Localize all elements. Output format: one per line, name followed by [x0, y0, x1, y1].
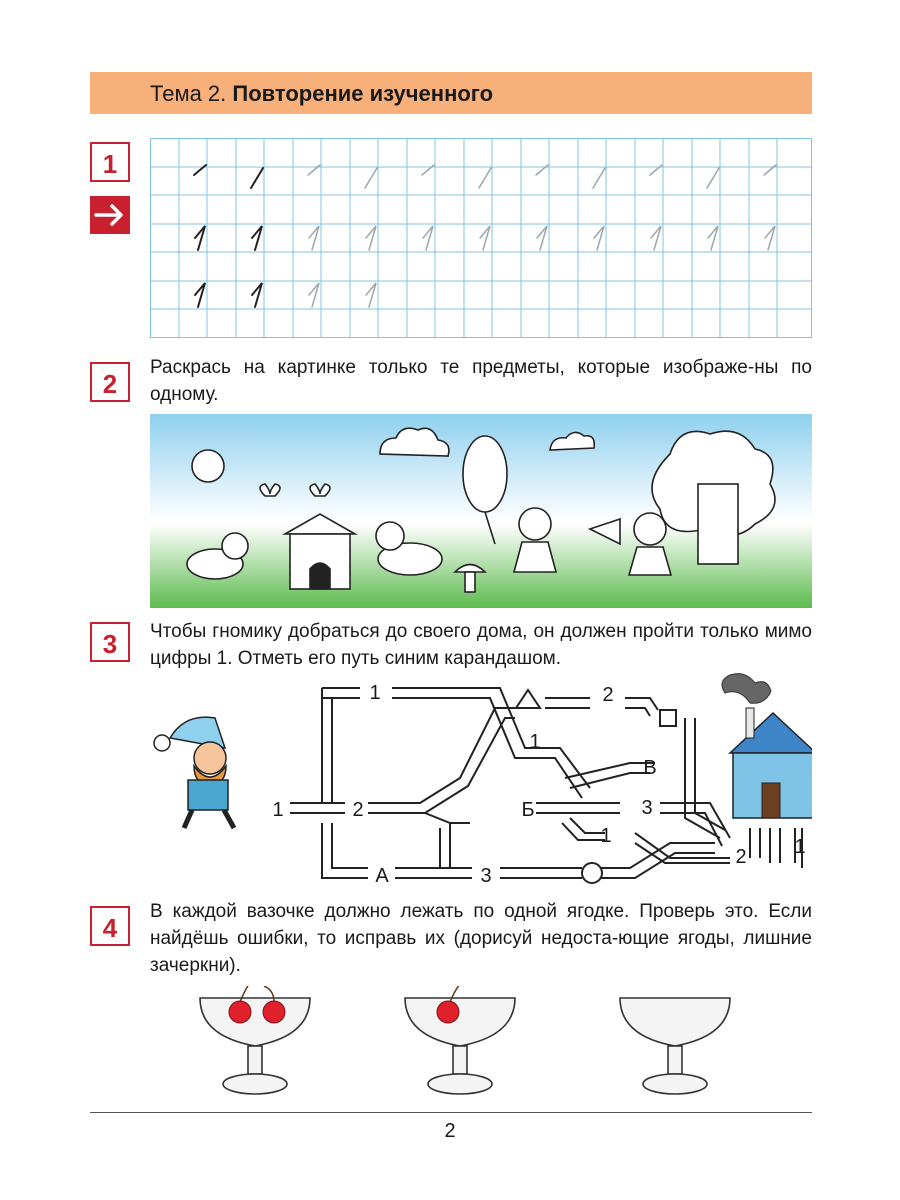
- footer-divider: [90, 1112, 812, 1113]
- maze-label-3-bottom: 3: [480, 865, 492, 887]
- maze-label-lower-1: 1: [600, 825, 612, 847]
- sun-icon: [192, 450, 224, 482]
- page-number: 2: [444, 1120, 456, 1142]
- girl-icon: [634, 513, 666, 545]
- maze-label-2: 2: [352, 799, 364, 821]
- maze-label-top-1: 1: [369, 682, 381, 704]
- girl-icon: [519, 508, 551, 540]
- task-number-3: 3: [90, 622, 130, 662]
- triangle-icon: [516, 690, 540, 708]
- task-number-1: 1: [90, 142, 130, 182]
- maze-label-mid-1: 1: [529, 731, 541, 753]
- handwriting-grid: [150, 138, 812, 338]
- maze-label-a: А: [375, 865, 389, 887]
- balloon-icon: [463, 436, 507, 512]
- maze-label-start: 1: [272, 799, 284, 821]
- square-icon: [660, 710, 676, 726]
- vase-icon: [200, 998, 310, 1094]
- topic-header: [150, 80, 493, 108]
- vase-icon: [405, 998, 515, 1094]
- maze-label-v: В: [643, 757, 657, 779]
- topic-prefix: Тема 2.: [150, 81, 227, 106]
- maze-label-b: Б: [521, 799, 535, 821]
- coloring-scene: [150, 414, 812, 608]
- arrow-right-icon: [90, 196, 130, 234]
- maze-label-3-right: 3: [641, 797, 653, 819]
- topic-title: Повторение изученного: [232, 81, 494, 106]
- cherry-icon: [437, 1001, 459, 1023]
- task-number-4: 4: [90, 906, 130, 946]
- circle-icon: [582, 863, 602, 883]
- gnome-icon: [154, 717, 234, 828]
- cherry-icon: [229, 1001, 251, 1023]
- task-4-text: В каждой вазочке должно лежать по одной ягодке. Проверь это. Если найдёшь ошибки, то исправь их (дорисуй недоста-ющие ягоды, лишние зачеркни).: [150, 901, 812, 976]
- task-number-2: 2: [90, 362, 130, 402]
- maze-label-exit-1: 1: [794, 836, 806, 858]
- maze-label-exit-2: 2: [735, 846, 747, 868]
- cherry-icon: [263, 1001, 285, 1023]
- house-icon: [722, 674, 812, 818]
- task-3-text: Чтобы гномику добраться до своего дома, он должен пройти только мимо цифры 1. Отметь его путь синим карандашом.: [150, 621, 812, 669]
- vases-row: [150, 986, 812, 1106]
- maze-label-top-2: 2: [602, 684, 614, 706]
- path-maze: [150, 668, 812, 898]
- vase-icon: [620, 998, 730, 1094]
- task-2-text: Раскрась на картинке только те предметы, которые изображе-ны по одному.: [150, 357, 812, 405]
